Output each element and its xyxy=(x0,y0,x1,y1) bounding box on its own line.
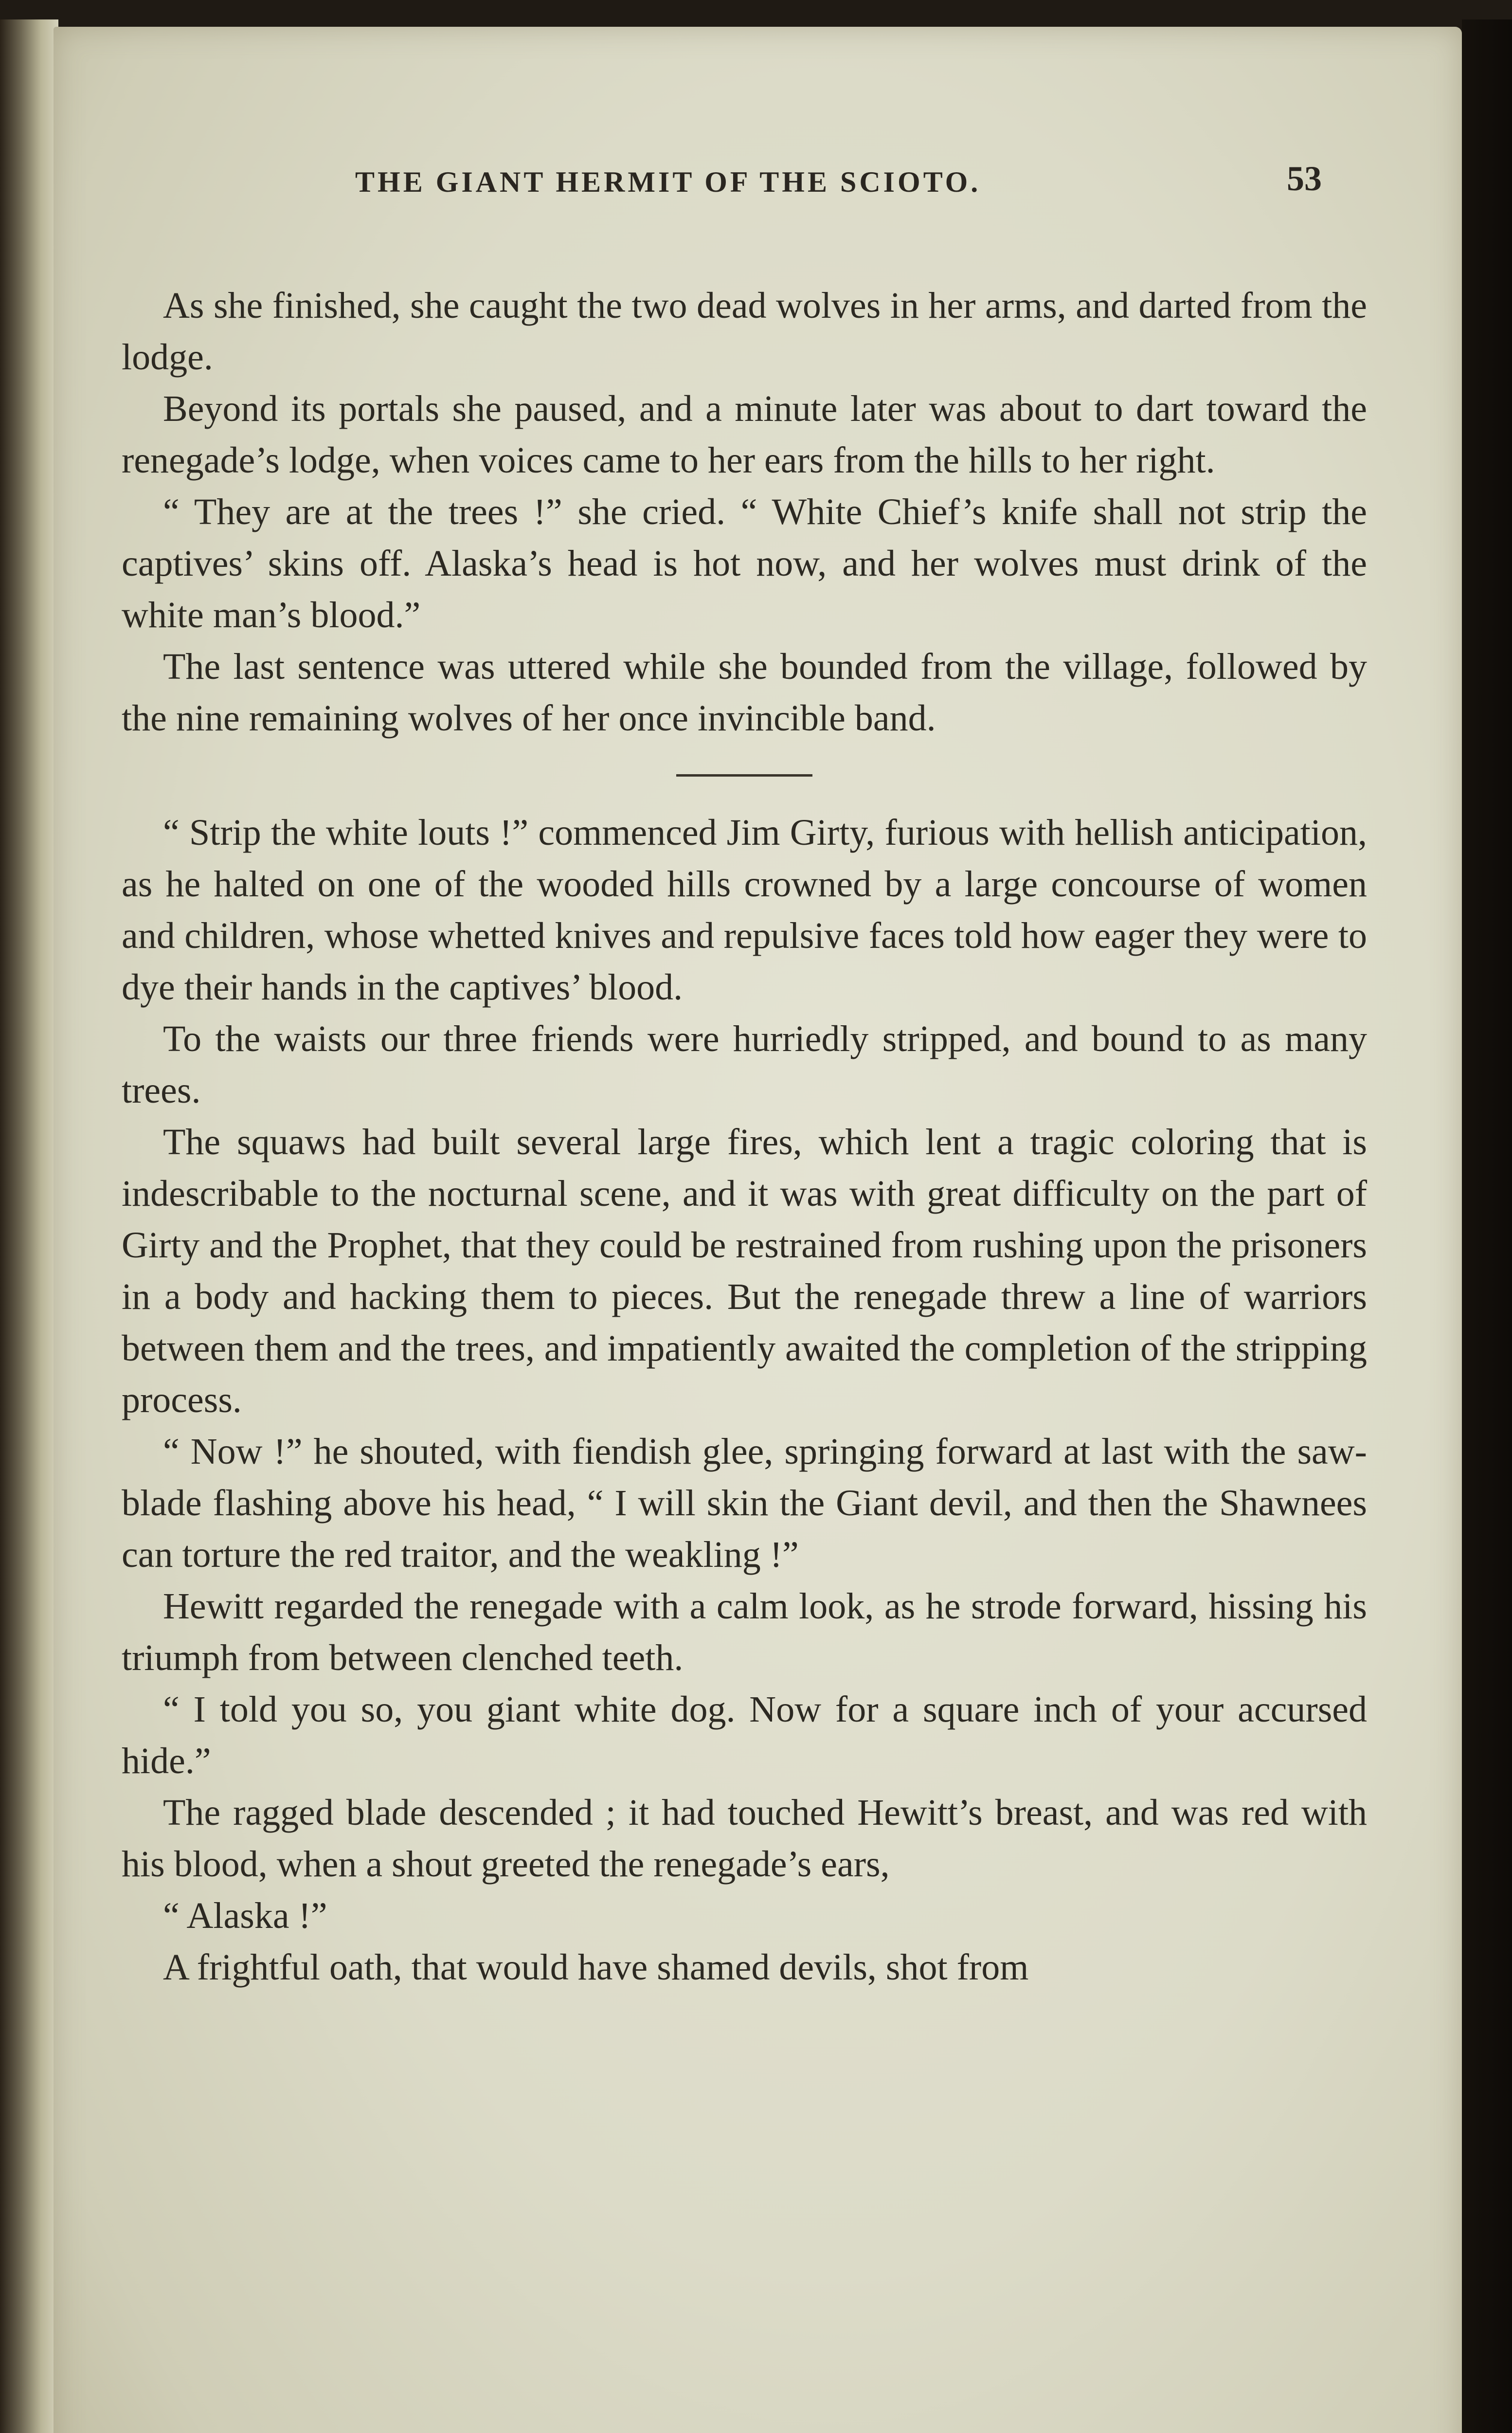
running-head: THE GIANT HERMIT OF THE SCIOTO. xyxy=(355,166,981,198)
page-header xyxy=(302,161,1372,219)
paragraph: A frightful oath, that would have shamed devils, shot from xyxy=(163,1947,1029,1988)
body-text xyxy=(122,280,1367,1993)
paragraph: As she finished, she caught the two dead wolves in her arms, and darted from the lodge. xyxy=(122,285,1367,378)
page-number: 53 xyxy=(1287,159,1322,198)
paragraph: The squaws had built several large fires, which lent a tragic coloring that is indescribable to the nocturnal scene, and it was with great difficulty on the part of Girty and the Prophet, that they could be restrained from rushing upon the prisoners in a body and hacking them to pieces. But the renegade threw a line of warriors between them and the trees, and impatiently awaited the completion of the stripping process. xyxy=(122,1122,1367,1420)
section-divider xyxy=(676,774,812,777)
paragraph: “ They are at the trees !” she cried. “ White Chief’s knife shall not strip the captives’ skins off. Alaska’s head is hot now, and her wolves must drink of the white man’s blood.” xyxy=(122,491,1367,635)
paragraph: “ Alaska !” xyxy=(163,1895,327,1936)
paragraph: The last sentence was uttered while she bounded from the village, followed by the nine remaining wolves of her once invincible band. xyxy=(122,646,1367,739)
paragraph: “ Now !” he shouted, with fiendish glee, springing forward at last with the saw-blade flashing above his head, “ I will skin the Giant devil, and then the Shawnees can torture the red traitor, and the weakling !” xyxy=(122,1431,1367,1575)
paragraph: To the waists our three friends were hurriedly stripped, and bound to as many trees. xyxy=(122,1018,1367,1111)
page-edge-shadow xyxy=(1462,19,1512,2433)
book-spine xyxy=(0,19,58,2433)
paragraph: Beyond its portals she paused, and a minute later was about to dart toward the renegade’s lodge, when voices came to her ears from the hills to her right. xyxy=(122,388,1367,481)
paragraph: “ Strip the white louts !” commenced Jim Girty, furious with hellish anticipation, as he halted on one of the wooded hills crowned by a large concourse of women and children, whose whetted knives and repulsive faces told how eager they were to dye their hands in the captives’ blood. xyxy=(122,812,1367,1008)
paragraph: The ragged blade descended ; it had touched Hewitt’s breast, and was red with his blood, when a shout greeted the renegade’s ears, xyxy=(122,1792,1367,1885)
paragraph: Hewitt regarded the renegade with a calm look, as he strode forward, hissing his triumph from between clenched teeth. xyxy=(122,1586,1367,1678)
paragraph: “ I told you so, you giant white dog. Now for a square inch of your accursed hide.” xyxy=(122,1689,1367,1781)
